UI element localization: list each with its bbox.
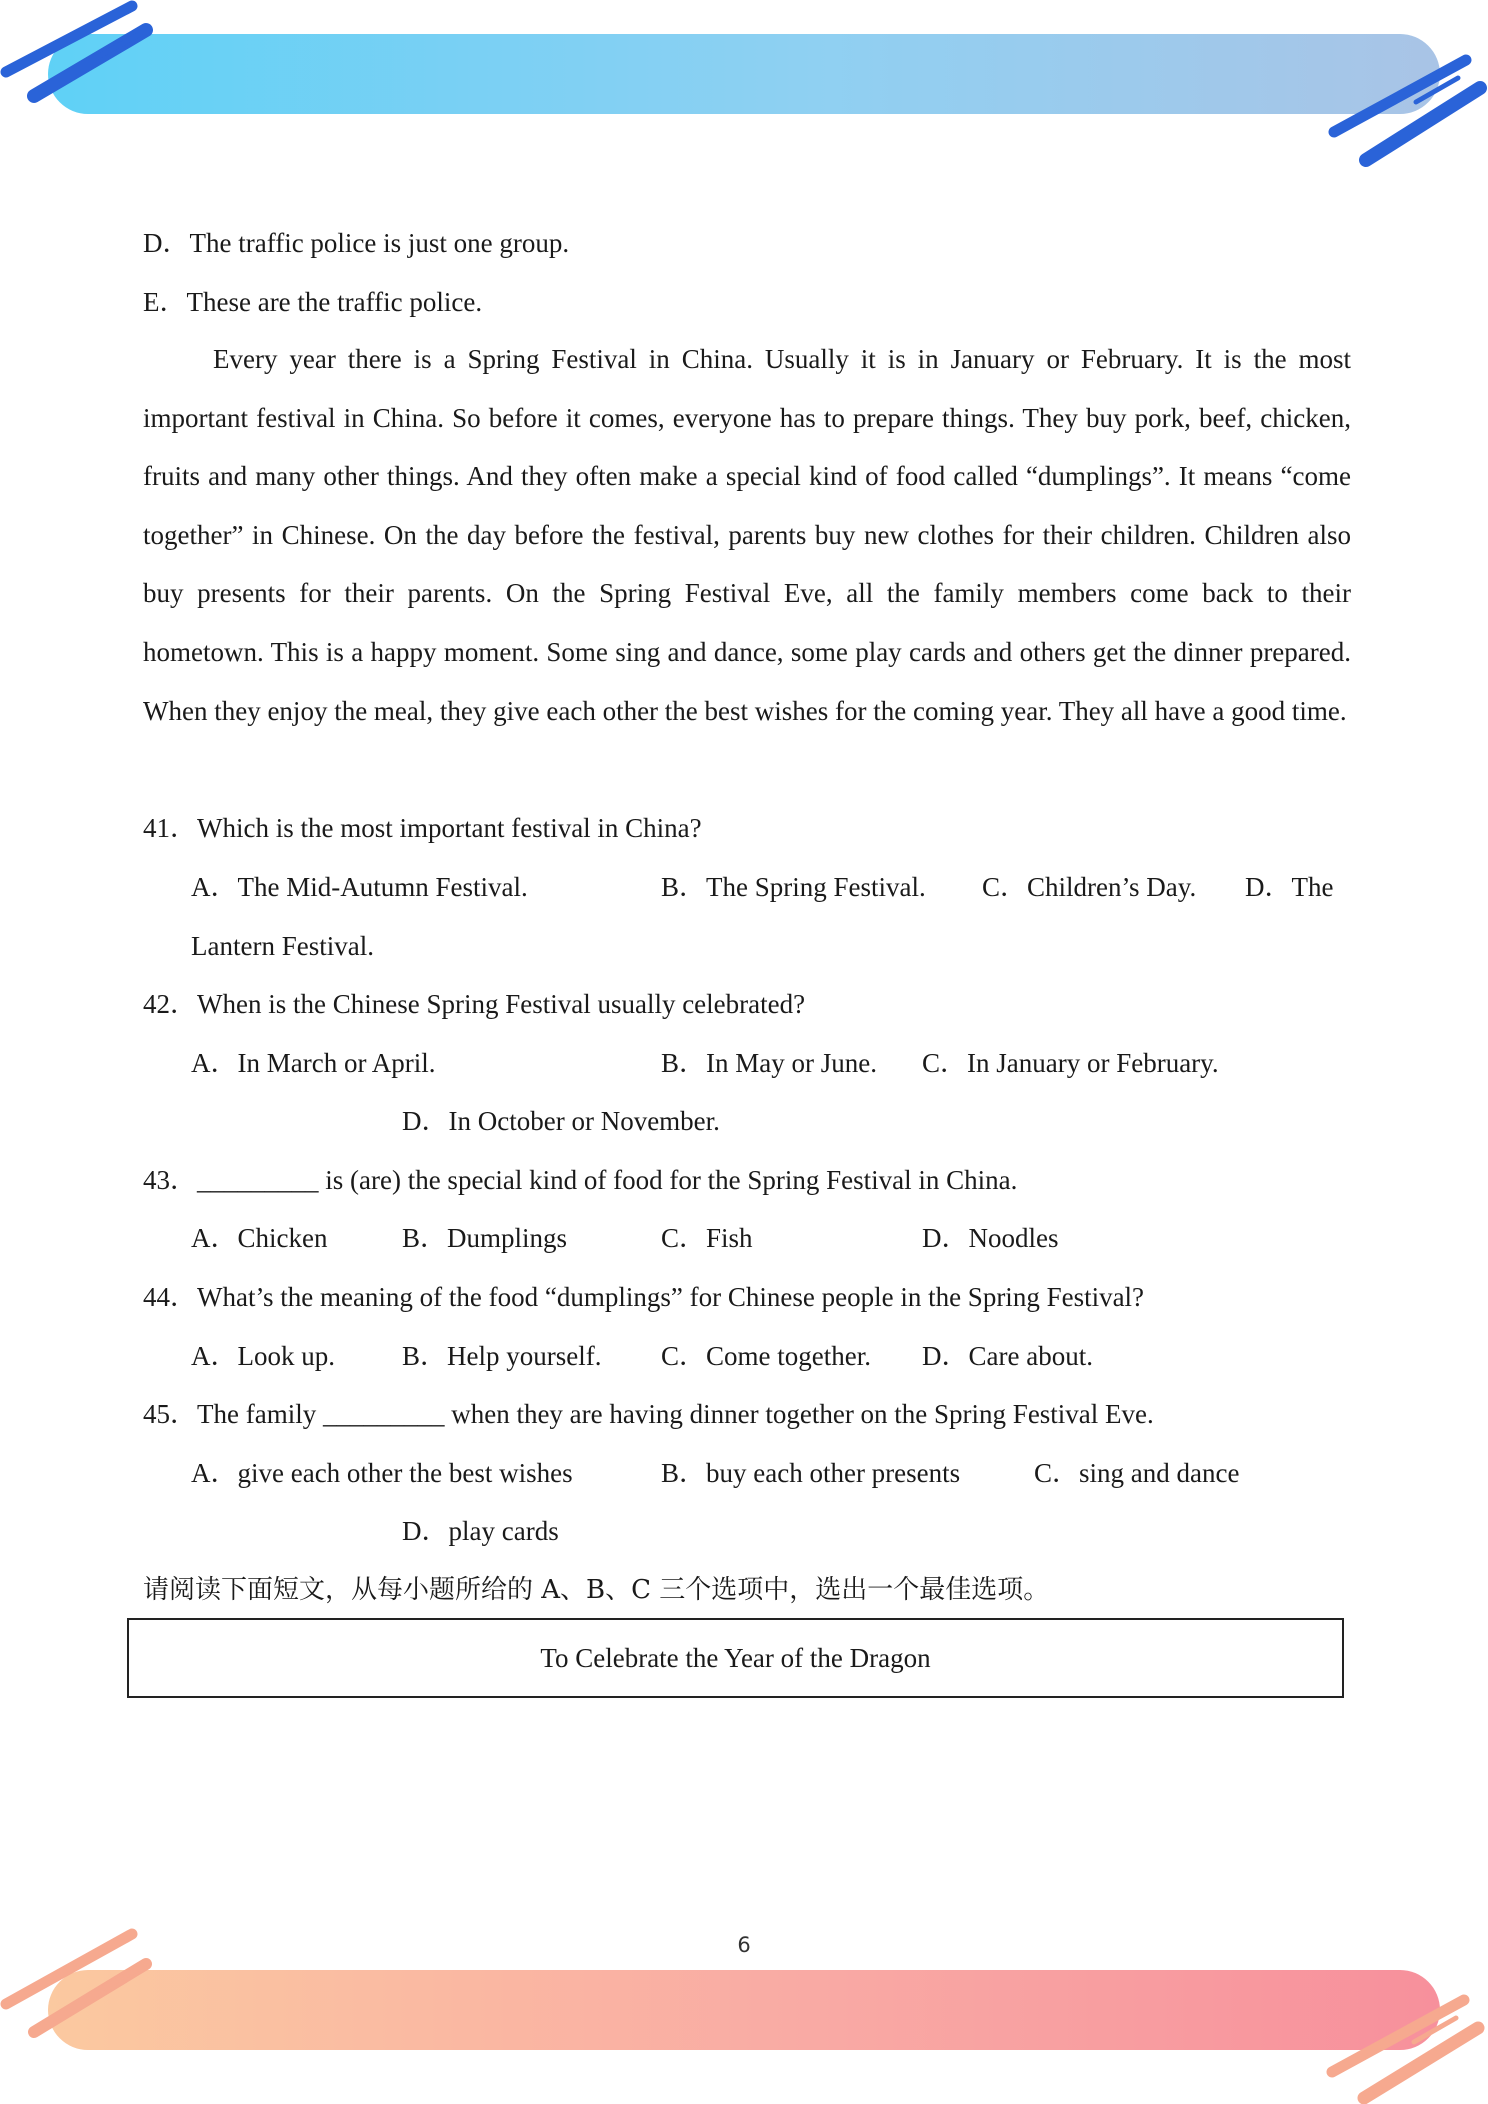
question-43: 43．_________ is (are) the special kind of food for the Spring Festival in China. — [143, 1165, 1018, 1195]
footer-stripes-right — [1318, 1986, 1486, 2104]
q41-option-d-continued: Lantern Festival. — [191, 931, 374, 961]
q44-option-c: C．Come together. — [661, 1341, 871, 1371]
q44-option-d: D．Care about. — [922, 1341, 1093, 1371]
reading-passage: Every year there is a Spring Festival in China. Usually it is in January or February. It is the most important festival in China. So before it comes, everyone has to prepare things. They buy pork, beef, chicken, fruits and many other things. And they often make a special kind of food called “dumplings”. It means “come together” in Chinese. On the day before the festival, parents buy new clothes for their children. Children also buy presents for their parents. On the Spring Festival Eve, all the family members come back to their hometown. This is a happy moment. Some sing and dance, some play cards and others get the dinner prepared. When they enjoy the meal, they give each other the best wishes for the coming year. They all have a good time. — [143, 344, 1351, 726]
question-44: 44．What’s the meaning of the food “dumplings” for Chinese people in the Spring Festival? — [143, 1282, 1145, 1312]
page-number: 6 — [737, 1933, 751, 1957]
q43-option-b: B．Dumplings — [402, 1223, 568, 1253]
footer-banner — [48, 1970, 1440, 2050]
q45-option-b: B．buy each other presents — [661, 1458, 961, 1488]
q42-option-b: B．In May or June. — [661, 1048, 877, 1078]
q41-option-d: D．The — [1245, 872, 1334, 902]
q44-option-b: B．Help yourself. — [402, 1341, 602, 1371]
q45-option-a: A．give each other the best wishes — [191, 1458, 573, 1488]
q43-option-c: C．Fish — [661, 1223, 753, 1253]
q42-option-a: A．In March or April. — [191, 1048, 436, 1078]
question-45: 45．The family _________ when they are having dinner together on the Spring Festival Eve. — [143, 1399, 1154, 1429]
q42-option-d: D．In October or November. — [402, 1106, 720, 1136]
q41-option-b: B．The Spring Festival. — [661, 872, 926, 902]
header-stripes-left — [0, 0, 170, 120]
q44-option-a: A．Look up. — [191, 1341, 335, 1371]
header-stripes-right — [1320, 46, 1488, 176]
q41-option-c: C．Children’s Day. — [982, 872, 1197, 902]
q42-option-c: C．In January or February. — [922, 1048, 1219, 1078]
header-banner — [48, 34, 1440, 114]
option-line-d: D．The traffic police is just one group. — [143, 228, 570, 258]
option-line-e: E．These are the traffic police. — [143, 287, 483, 317]
passage-title-box — [127, 1618, 1344, 1698]
q43-option-a: A．Chicken — [191, 1223, 328, 1253]
question-41: 41．Which is the most important festival in China? — [143, 813, 702, 843]
footer-stripes-left — [0, 1924, 160, 2054]
q43-option-d: D．Noodles — [922, 1223, 1059, 1253]
question-42: 42．When is the Chinese Spring Festival usually celebrated? — [143, 989, 806, 1019]
q41-option-a: A．The Mid-Autumn Festival. — [191, 872, 528, 902]
q45-option-c: C．sing and dance — [1034, 1458, 1240, 1488]
passage-title: To Celebrate the Year of the Dragon — [540, 1643, 931, 1673]
q45-option-d: D．play cards — [402, 1516, 559, 1546]
section-instruction: 请阅读下面短文，从每小题所给的 A、B、C 三个选项中，选出一个最佳选项。 — [143, 1575, 1050, 1605]
